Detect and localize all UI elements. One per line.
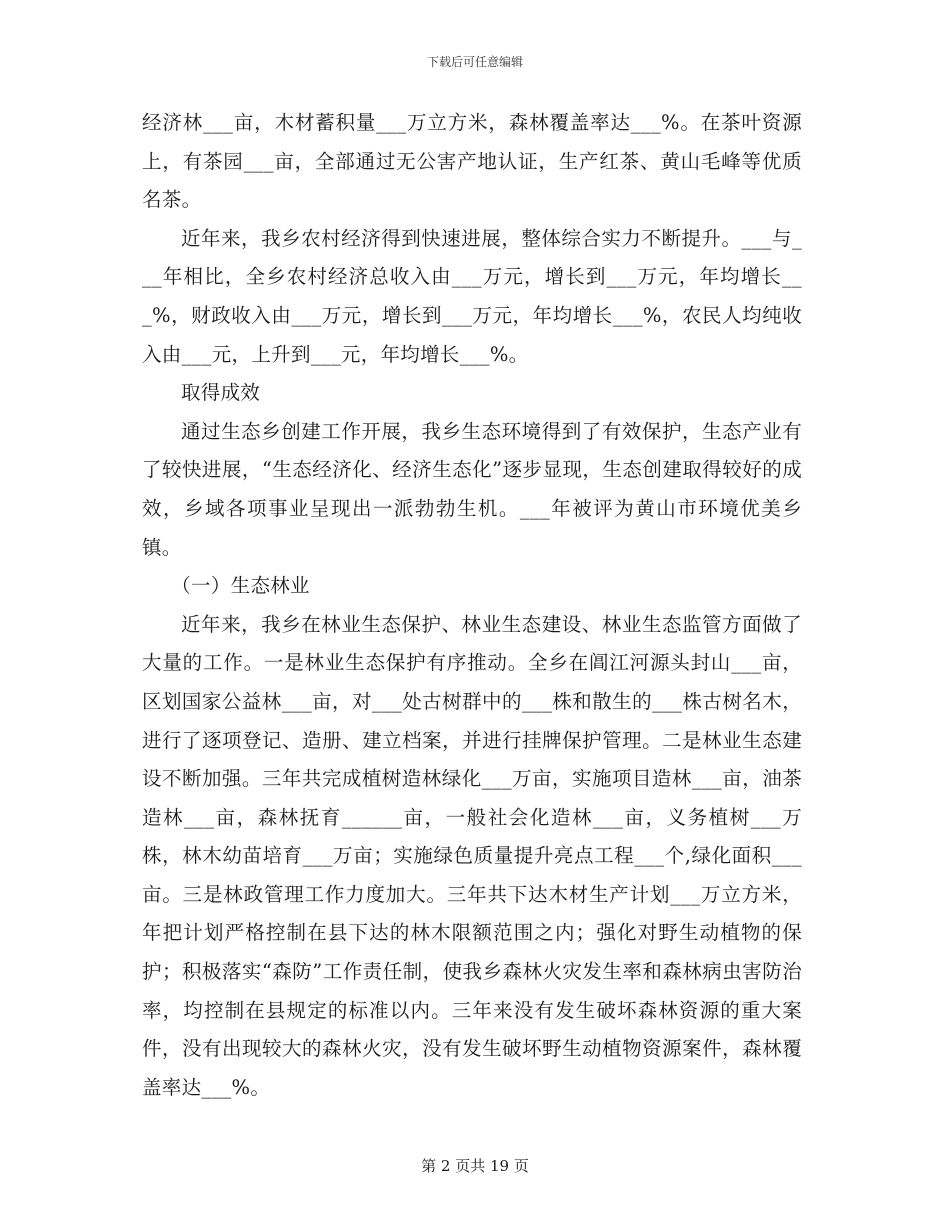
paragraph-forest-resources: 经济林___亩，木材蓄积量___万立方米，森林覆盖率达___%。在茶叶资源上，有茶园___亩，全部通过无公害产地认证，生产红茶、黄山毛峰等优质名茶。 <box>142 111 802 212</box>
paragraph-economy: 近年来，我乡农村经济得到快速进展，整体综合实力不断提升。___与___年相比，全乡农村经济总收入由___万元，增长到___万元，年均增长___%，财政收入由___万元，增长到___万元，年均增长___%，农民人均纯收入由___元，上升到___元，年均增长___%。 <box>142 226 802 366</box>
paragraph-ecological-forestry: 近年来，我乡在林业生态保护、林业生态建设、林业生态监管方面做了大量的工作。一是林业生态保护有序推动。全乡在阊江河源头封山___亩，区划国家公益林___亩，对___处古树群中的___株和散生的___株古树名木，进行了逐项登记、造册、建立档案，并进行挂牌保护管理。二是林业生态建设不断加强。三年共完成植树造林绿化___万亩，实施项目造林___亩，油茶造林___亩，森林抚育______亩，一般社会化造林___亩，义务植树___万株，林木幼苗培育___万亩；实施绿色质量提升亮点工程___个,绿化面积___亩。三是林政管理工作力度加大。三年共下达木材生产计划___万立方米，年把计划严格控制在县下达的林木限额范围之内；强化对野生动植物的保护；积极落实“森防”工作责任制，使我乡森林火灾发生率和森林病虫害防治率，均控制在县规定的标准以内。三年来没有发生破坏森林资源的重大案件，没有出现较大的森林火灾，没有发生破坏野生动植物资源案件，森林覆盖率达___%。 <box>142 612 802 1099</box>
page-header: 下载后可任意编辑 <box>426 55 523 69</box>
page-number: 第 2 页共 19 页 <box>421 1157 529 1175</box>
subsection-heading-ecological-forestry: （一）生态林业 <box>171 574 310 598</box>
section-heading-achievements: 取得成效 <box>181 381 261 405</box>
document-body <box>142 104 802 1107</box>
paragraph-achievements: 通过生态乡创建工作开展，我乡生态环境得到了有效保护，生态产业有了较快进展，“生态经济化、经济生态化”逐步显现，生态创建取得较好的成效，乡域各项事业呈现出一派勃勃生机。___年被评为黄山市环境优美乡镇。 <box>142 419 802 559</box>
